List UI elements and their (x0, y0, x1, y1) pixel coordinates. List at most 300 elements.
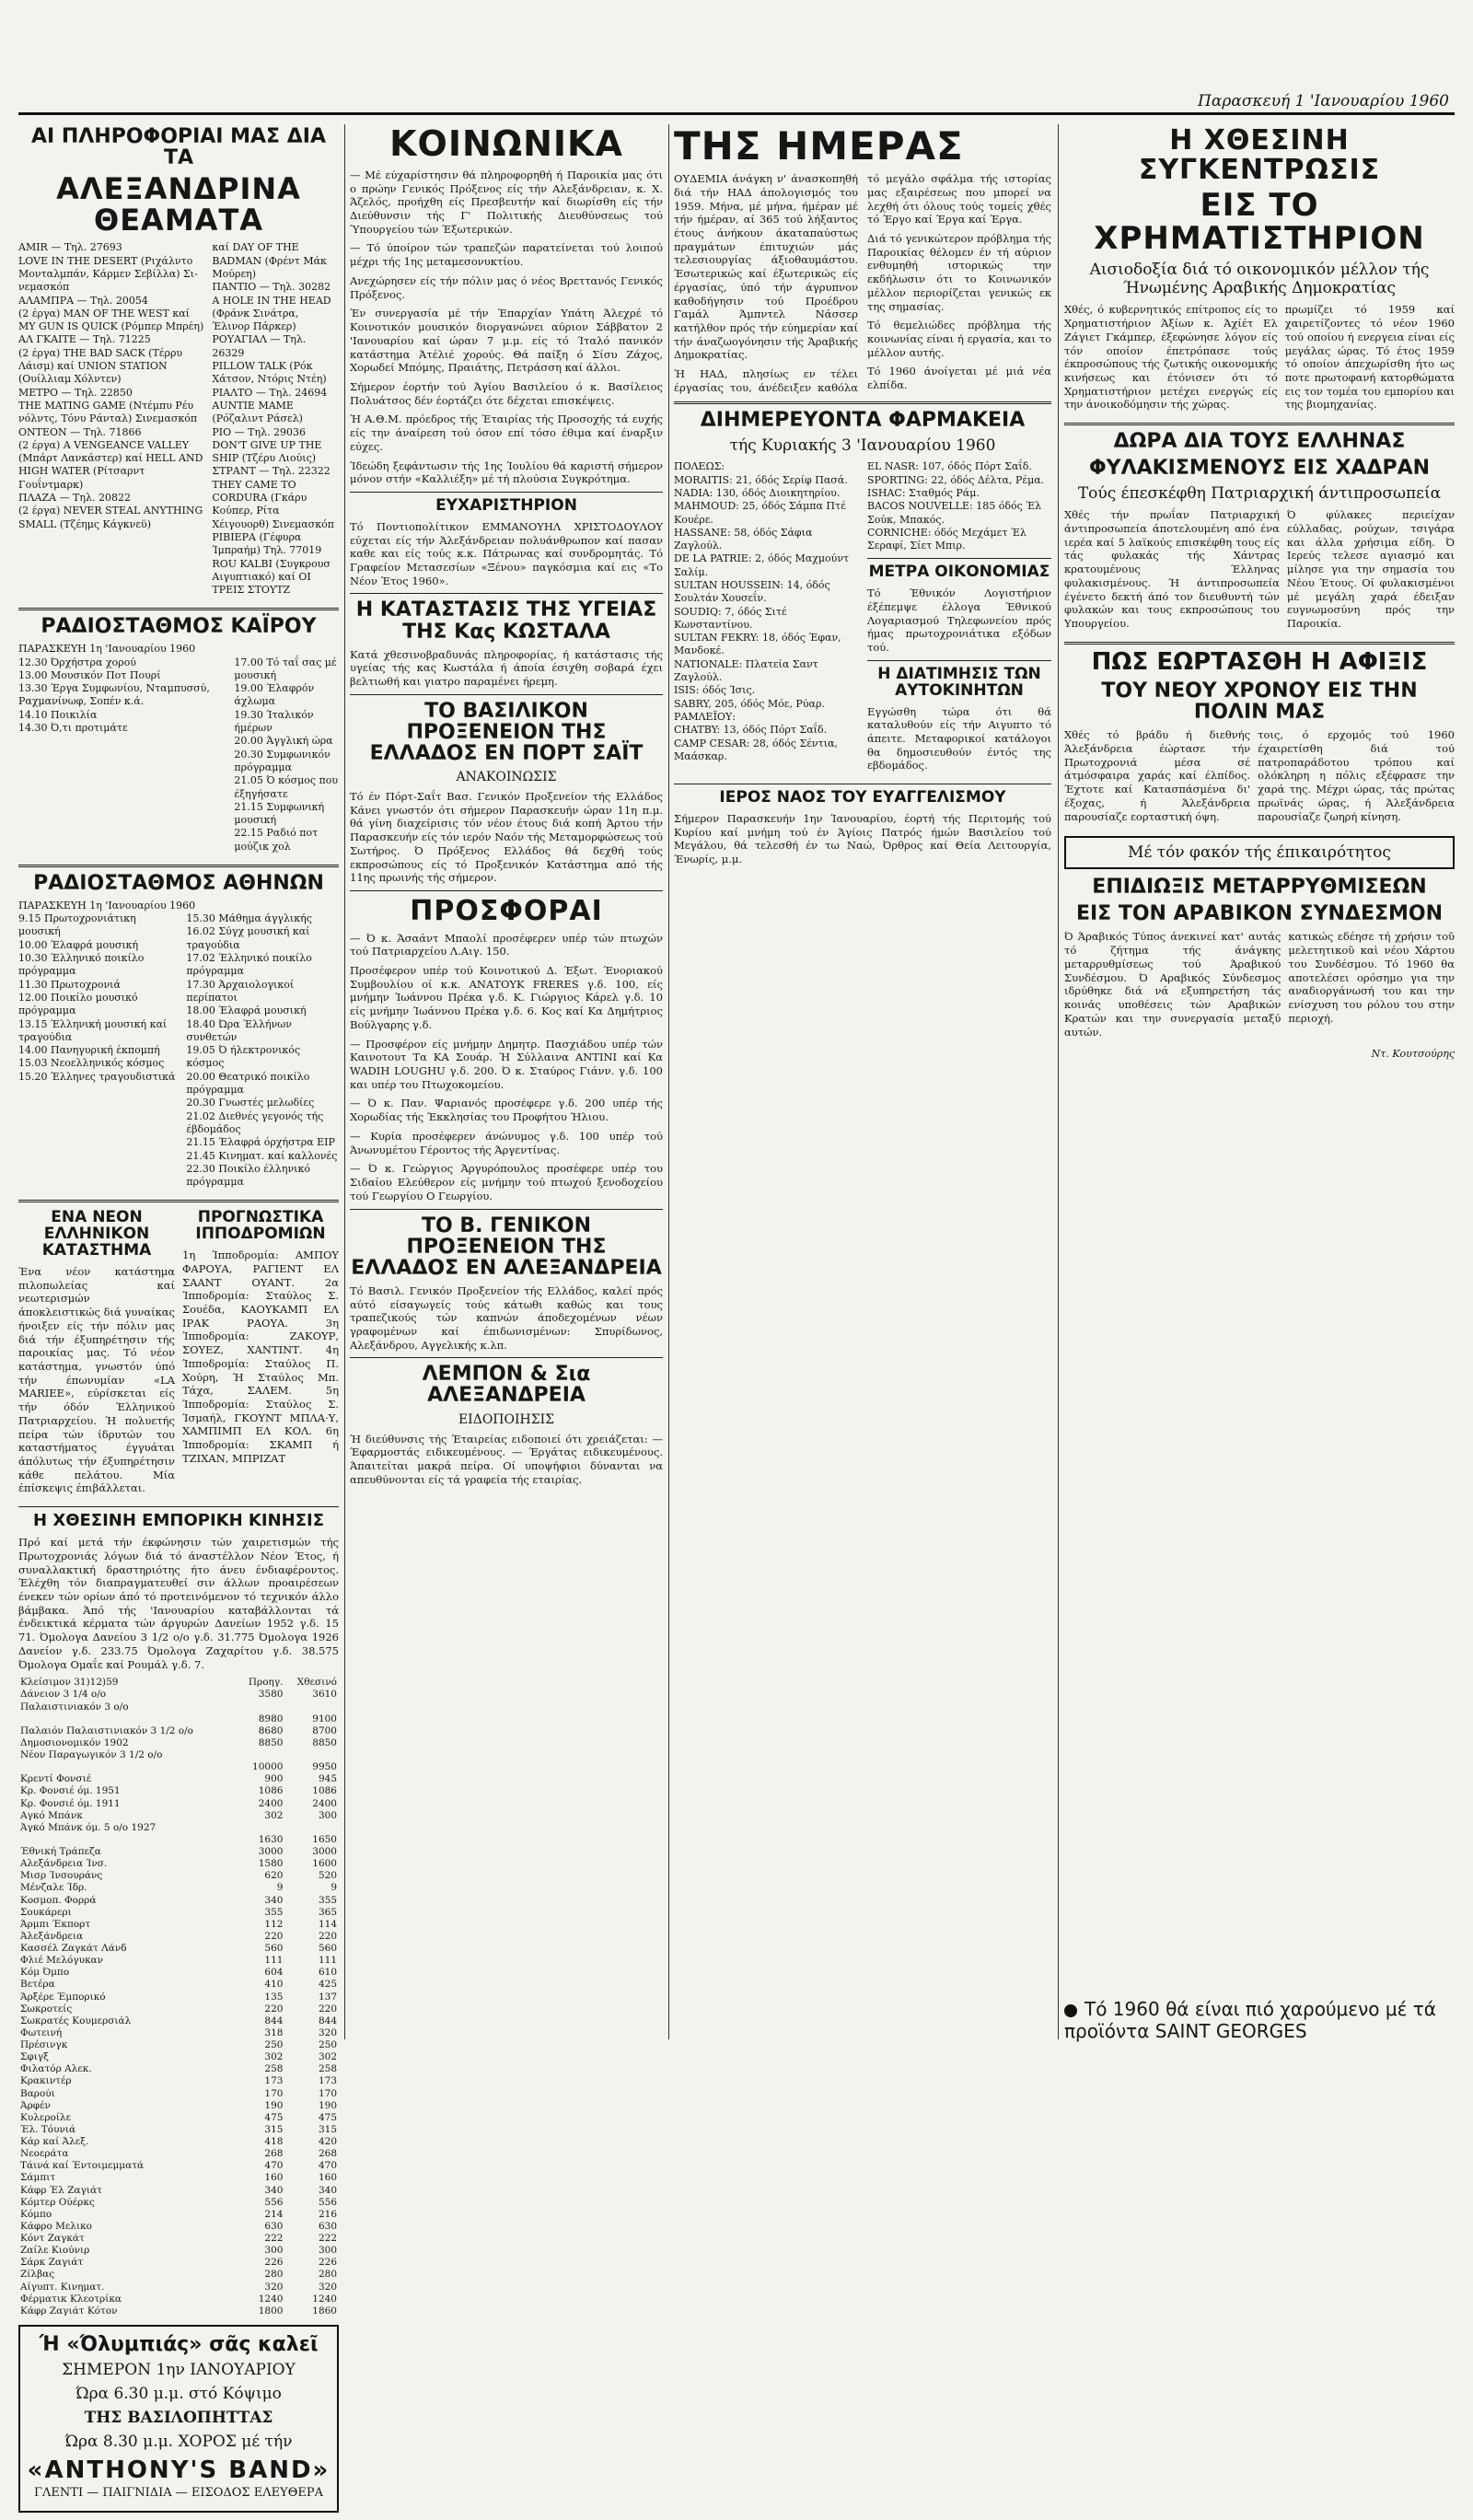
cinema-list-item: THE MATING GAME (Ντέμπυ Ρέυ νόλντς, Τόνυ Ράνταλ) Σινεμασκόπ (18, 399, 198, 425)
divider (1064, 642, 1455, 645)
arab-league-body-right: κατικώς εδέησε τή χρήσιν τοῦ μελετητικοῦ καὶ νέου Χάρτου του Συνδέσμου. Τό 1960 θα αποτελέσει ορόσημο για την αναδιοργάνωσή του και την ενίσχυση του ρόλου του στην περιοχή. (1288, 930, 1455, 1025)
stock-exchange-subhead: Αισιοδοξία διά τό οικονομικόν μέλλον τής Ήνωμένης Αραβικής Δημοκρατίας (1089, 261, 1430, 298)
table-cell (284, 1822, 339, 1834)
social-news-body (350, 168, 663, 486)
radio-program-item: 19.00 Έλαφρόν άχλωμα (234, 682, 315, 708)
newspaper-page (18, 55, 1455, 2500)
table-row (18, 1895, 339, 1907)
table-cell: 300 (318, 1809, 337, 1821)
olympias-line-3: ΤΗΣ ΒΑΣΙΛΟΠΗΤΤΑΣ (84, 2408, 273, 2427)
stock-prices-table (18, 1677, 339, 2317)
table-cell: 945 (318, 1773, 337, 1785)
social-news-paragraph: — Μέ εύχαρίστησιν θά πληροφορηθή ή Παροικία μας ότι ο πρώην Γενικός Πρόξενος είς τήν Αλεξάνδρειαν, κ. Χ. Άζελός, προήχθη είς Πρεσβευτήν καί διωρίσθη είς τήν Διεύθυνσιν τής Γ' Πολιτικής Διευθύνσεως τού Ύπουργείου τών Έξωτερικών. (350, 168, 663, 236)
table-cell: 112 (264, 1918, 284, 1930)
table-row (18, 2221, 339, 2233)
new-shop-headline: ΕΝΑ ΝΕΟΝ ΕΛΛΗΝΙΚΟΝ ΚΑΤΑΣΤΗΜΑ (41, 1208, 152, 1260)
pharmacy-item: ISIS: όδός Ίσις. (674, 684, 756, 697)
lebon-body: Ή διεύθυνσις τής Έταιρείας ειδοποιεί ότι χρειάζεται: — Έφαρμοστάς ειδικευμένους. — Έργάτας ειδικευμένους. Άπαιτείται μακρά πείρα. Οί υποψήφιοι δύνανται να απευθύνονται είς τά γραφεία τής εταιρίας. (350, 1432, 663, 1486)
table-cell: Σφιγξ (20, 2051, 49, 2063)
table-cell: Ζαίλε Κιούνιρ (20, 2245, 90, 2257)
table-cell (18, 1834, 238, 1846)
table-cell: 8700 (312, 1725, 337, 1736)
table-cell: 560 (264, 1943, 284, 1954)
race-tips-headline: ΠΡΟΓΝΩΣΤΙΚΑ ΙΠΠΟΔΡΟΜΙΩΝ (195, 1208, 326, 1244)
table-cell: 214 (264, 2208, 284, 2220)
health-body: Κατά χθεσινοβραδυνάς πληροφορίας, ή κατάστασις τής υγείας τής κας Κωστάλα ή άποία έσιχθη σοβαρά έχει βελτιωθή και γιατρο παραμένει ήρεμη. (350, 647, 663, 689)
table-cell: Φέρματικ Κλεοτρίκα (20, 2293, 122, 2305)
table-cell: Δημοσιονομικόν 1902 (20, 1736, 129, 1748)
radio-program-item: 15.20 Έλληνες τραγουδιστικά (18, 1070, 176, 1083)
donation-paragraph: — Ό κ. Γεώργιος Άργυρόπουλος προσέφερε υπέρ του Σιδαίου Ελεύθερον είς μνήμην τού πτωχού ξενοδοχείου τού Γεωργίου Ο Γεωργίου. (350, 1162, 663, 1202)
table-cell: 620 (264, 1870, 284, 1882)
table-cell: Σάρκ Ζαγιάτ (20, 2257, 84, 2269)
radio-program-item: 15.30 Μάθημα άγγλικής (186, 912, 312, 925)
table-cell: 268 (264, 2148, 284, 2160)
table-cell: Κλείσιμον 31)12)59 (20, 1677, 119, 1689)
table-cell: 1800 (258, 2305, 284, 2317)
table-cell: Σάμπιτ (20, 2172, 56, 2184)
radio-program-item: 21.05 Ό κόσμος που έξηγήσατε (234, 774, 339, 800)
radio-program-item: 20.30 Συμφωνικόν πρόγραμμα (234, 748, 331, 773)
table-row (18, 2136, 339, 2148)
table-row (18, 1773, 339, 1785)
economy-measures-body: Τό Έθνικόν Λογιστήριον έξέπεμψε έλλογα Έθνικού Λογαριασμού Τηλεφωνείου πρός ήμας πρωτοχρονιάτικα εξόδων τού. (867, 586, 1051, 655)
table-row (18, 2015, 339, 2027)
table-cell (284, 1749, 339, 1761)
table-cell: 220 (318, 1930, 337, 1942)
radio-program-item: 11.30 Πρωτοχρονιά (18, 978, 121, 991)
divider (18, 1506, 339, 1507)
pharmacy-item: CORNICHE: όδός Μεχάμετ Έλ Σεραφί, Σίετ Μπιρ. (867, 526, 1026, 552)
table-cell: Πρέσινγκ (20, 2039, 68, 2050)
table-cell: Κόντ Ζαγκάτ (20, 2233, 85, 2244)
divider (350, 1357, 663, 1358)
new-year-headline-1: ΠΩΣ ΕΩΡΤΑΣΘΗ Η ΑΦΙΞΙΣ (1091, 647, 1428, 676)
editorial-paragraph: Τό θεμελιώδες πρόβλημα τής κοινωνίας είναι ή εργασία, και το μέλλον αυτής. (867, 319, 1051, 359)
radio-program-item: 20.00 Άγγλική ώρα (234, 735, 333, 748)
table-cell: Άρξέρε Έμπορικό (20, 1991, 106, 2003)
table-cell: 475 (318, 2111, 337, 2123)
table-cell: Παλαιστινιακόν 3 ο/ο (20, 1701, 129, 1713)
table-cell: Βαρούι (20, 2087, 55, 2099)
lebon-subhead: ΕΙΔΟΠΟΙΗΣΙΣ (458, 1411, 555, 1427)
table-row (18, 1967, 339, 1979)
table-row (18, 1785, 339, 1797)
cinema-list-item: (2 έργα) MAN OF THE WEST καί MY GUN IS QUICK (Ρόμπερ Μπρέη) (18, 307, 204, 333)
table-row (18, 2160, 339, 2172)
editorial-paragraph: ΟΥΔΕΜΙΑ άνάγκη ν' άνασκοπηθή διά τήν ΗΑΔ άπολογισμός του 1959. Μήνα, μέ μήνα, ήμέραν μέ τήν ήμέραν, αί 365 τού λήξαντος έτους άνήκουν άκαταπαύστως πραγμάτων έπιτυχιών μάς τελεσιουργίας άξιοθαυμάστου. Έσωτερικώς καί έξωτερικώς είς έργασίας, ύπό τήν άγρυπνον καθοδήγησιν τού Προέδρου Γαμάλ Άμπντελ Νάσσερ κατήλθον πρός τήν εύημερίαν καί τήν άναζωογόνησιν τής Άραβικής Δημοκρατίας. (674, 172, 858, 362)
radio-program-item: 21.15 Έλαφρά όρχήστρα EIP (186, 1136, 335, 1149)
table-cell: 190 (264, 2099, 284, 2111)
stock-exchange-headline-2: ΕΙΣ ΤΟ ΧΡΗΜΑΤΙΣΤΗΡΙΟΝ (1094, 187, 1425, 257)
table-cell: 258 (264, 2063, 284, 2075)
cinema-list-item: ΑΛ ΓΚΑΙΤΕ — Τηλ. 71225 (18, 333, 151, 346)
radio-athens-date: ΠΑΡΑΣΚΕΥΗ 1η 'Ιανουαρίου 1960 (18, 900, 196, 912)
table-cell: 355 (264, 1906, 284, 1918)
table-cell: 475 (264, 2111, 284, 2123)
table-cell: 610 (318, 1967, 337, 1979)
cinema-list-item: (2 έργα) NEVER STEAL ANYTHING SMALL (Τζέημς Κάγκνεϋ) (18, 505, 203, 530)
table-cell: 418 (264, 2136, 284, 2147)
masthead (18, 92, 1455, 115)
table-cell: Σωκροτείς (20, 2003, 73, 2015)
table-row (18, 1737, 339, 1749)
table-row (18, 2039, 339, 2051)
radio-program-item: 15.03 Νεοελληνικός κόσμος (18, 1057, 165, 1070)
table-cell: 226 (318, 2257, 337, 2269)
table-cell: 10000 (252, 1761, 284, 1773)
olympias-line-1: ΣΗΜΕΡΟΝ 1ην ΙΑΝΟΥΑΡΙΟΥ (62, 2360, 296, 2379)
table-cell: 3000 (312, 1846, 337, 1857)
radio-program-item: 20.00 Θεατρικό ποικίλο πρόγραμμα (186, 1070, 310, 1097)
table-cell: 250 (264, 2039, 284, 2050)
table-row (18, 1870, 339, 1882)
table-row (18, 2172, 339, 2184)
cinema-list-item: (2 έργα) A VENGEANCE VALLEY (Μπάρτ Λανκάστερ) καί HELL AND HIGH WATER (Ρίτσαρντ Γουΐντμαρκ) (18, 438, 203, 491)
table-cell: 250 (318, 2039, 337, 2050)
table-row (18, 1931, 339, 1943)
of-the-day-headline: ΤΗΣ ΗΜΕΡΑΣ (674, 124, 964, 168)
radio-program-item: 19.30 Ίταλικόν ήμέρων (234, 708, 314, 735)
arab-league-headline-2: ΕΙΣ ΤΟΝ ΑΡΑΒΙΚΟΝ ΣΥΝΔΕΣΜΟΝ (1075, 902, 1444, 926)
divider (350, 492, 663, 493)
olympias-ad (18, 2325, 339, 2513)
cinema-list-item: AMIR — Τηλ. 27693 (18, 241, 122, 254)
table-cell: 630 (318, 2220, 337, 2232)
table-cell: Κάρ καί Άλεξ. (20, 2136, 89, 2147)
donation-paragraph: — Ό κ. Άσαάντ Μπαολί προσέφερεν υπέρ τών πτωχών τού Πατριαρχείου Λ.Αιγ. 150. (350, 931, 663, 958)
cinema-list-item: ΠΑΝΤΙΟ — Τηλ. 30282 (212, 281, 331, 294)
table-cell: Κρ. Φονσιέ όμ. 1951 (20, 1785, 121, 1797)
table-cell: 425 (318, 1979, 337, 1991)
consulate-alex-headline: ΤΟ Β. ΓΕΝΙΚΟΝ ΠΡΟΞΕΝΕΙΟΝ ΤΗΣ ΕΛΛΑΔΟΣ ΕΝ ΑΛΕΞΑΝΔΡΕΙΑ (351, 1214, 662, 1280)
divider (18, 608, 339, 610)
table-row (18, 1992, 339, 2003)
pharmacy-item: SULTAN FEKRY: 18, όδός Έφαν, Μανδοκέ. (674, 632, 841, 657)
editorial-paragraph: Ή ΗΑΔ, πλησίως εν τέλει έργασίας του, άνέδειξεν καθόλα τό μεγάλο σφάλμα τής ιστορίας μας εξαιρέσεως που μπορεί να λεχθή ότι όλους τούς τομείς χθές τό Έργο καί Έργα καί Έργα. (674, 172, 1051, 394)
commerce-body: Πρό καί μετά τήν έκφώνησιν τών χαιρετισμών τής Πρωτοχρονιάς λόγων διά τό άναστέλλον Νέον Έτος, ή συναλλακτική δραστηριότης ήτο άνευ ένδιαφέροντος. Έλέχθη τόν διαπραγματευθεί σιν άλλων προαιρέσεων ένεκεν τών ορίων άπό τό προτεινόμενον τό τεχνικόν άλλο βάμβακα. Άπό τής 'Ιανουαρίου καταβάλλονται τά ένδεικτικά κέρματα τών άργυρών Δανείων 1952 γ.δ. 15 71. Όμολογα Δανείου 3 1/2 ο/ο γ.δ. 31.775 Όμολογα 1926 Δανείον γ.δ. 233.75 Όμολογα Ζαχαρίτου γ.δ. 38.575 Όμολογα Ομαΐε καί Ρουμάλ γ.δ. 7. (18, 1536, 339, 1671)
radio-cairo-date: ΠΑΡΑΣΚΕΥΗ 1η 'Ιανουαρίου 1960 (18, 643, 196, 656)
radio-program-item: 13.00 Μουσικόν Ποτ Πουρί (18, 668, 161, 681)
table-cell: Αίγυπτ. Κινηματ. (20, 2281, 105, 2293)
topical-lens-banner (1064, 836, 1455, 869)
table-cell: 340 (318, 2184, 337, 2196)
table-cell: 300 (264, 2245, 284, 2257)
new-year-headline-2: ΤΟΥ ΝΕΟΥ ΧΡΟΝΟΥ ΕΙΣ ΤΗΝ ΠΟΛΙΝ ΜΑΣ (1101, 679, 1418, 725)
table-row (18, 2209, 339, 2221)
table-cell: 111 (264, 1955, 284, 1967)
cinema-list-item: ΡΙΑΛΤΟ — Τηλ. 24694 (212, 386, 328, 399)
radio-program-item: 16.02 Σύγχ μουσική καί τραγούδια (186, 925, 310, 951)
cinema-list-item: ΡΙΟ — Τηλ. 29036 (212, 425, 307, 438)
cinema-list-item: LOVE IN THE DESERT (Ριχάλντο Μονταλμπάν, Κάρμεν Σεβίλλα) Σι-νεμασκόπ (18, 254, 198, 294)
table-row (18, 2257, 339, 2269)
pharmacy-item: SPORTING: 22, όδός Δέλτα, Ρέμα. (867, 473, 1045, 486)
table-cell: 844 (264, 2015, 284, 2026)
table-row (18, 1822, 339, 1834)
divider (350, 694, 663, 695)
table-cell: Σουκάρερι (20, 1906, 72, 1918)
table-cell (284, 1701, 339, 1713)
cinema-list-item: ROU KALBI (Συγκρουσ Αιγυπτιακό) καί ΟΙ ΤΡΕΙΣ ΣΤΟΥΤΖ (212, 557, 331, 597)
table-cell: Άρμπι Έκπορτ (20, 1918, 91, 1930)
donations-headline: ΠΡΟΣΦΟΡΑΙ (410, 895, 603, 928)
table-cell: Κόμ Όμπο (20, 1967, 70, 1979)
table-row (18, 2075, 339, 2087)
table-cell: 135 (264, 1991, 284, 2003)
table-cell: 173 (318, 2075, 337, 2087)
table-cell: 340 (264, 1894, 284, 1906)
table-cell: Δάνειον 3 1/4 ο/ο (20, 1689, 107, 1701)
table-row (18, 2124, 339, 2136)
table-cell: 320 (318, 2026, 337, 2038)
pharmacy-item: SOUDIQ: 7, όδός Σιτέ Κωνσταντίνου. (674, 605, 787, 631)
cinema-list-item: ΠΛΑΖΑ — Τηλ. 20822 (18, 492, 131, 505)
pharmacy-item: BACOS NOUVELLE: 185 όδός Έλ Σούκ, Μπακός. (867, 500, 1042, 526)
cinema-list-item: AUNTIE MAME (Ρόζαλιντ Ράσελ) (212, 399, 303, 425)
pharmacy-item: SULTAN HOUSSEIN: 14, όδός Σουλτάν Χουσεΐν. (674, 579, 830, 605)
pharmacy-item: EL NASR: 107, όδός Πόρτ Σαΐδ. (867, 460, 1032, 473)
table-cell: Κόμπο (20, 2208, 52, 2220)
editorial-paragraph: Τό 1960 άνοίγεται μέ μιά νέα ελπίδα. (867, 365, 1051, 392)
cinema-list-right (212, 241, 339, 597)
table-cell: 8980 (258, 1713, 284, 1725)
table-cell: Κρακιντέρ (20, 2075, 72, 2087)
table-cell: 470 (318, 2160, 337, 2172)
table-cell: 220 (318, 2003, 337, 2015)
table-cell: 315 (264, 2123, 284, 2135)
radio-athens-list-right (186, 912, 339, 1189)
olympias-band-name: «ANTHONY'S BAND» (27, 2456, 331, 2484)
table-cell: 9950 (312, 1761, 337, 1773)
arab-league-body-left: Ό Άραβικός Τύπος άνεκινεί κατ' αυτάς τό ζήτημα τής άνάγκης μεταρρυθμίσεως τού Άραβικού Συνδέσμου. Ό Αραβικός Σύνδεσμος ιδρύθηκε διά νά εξυπηρετήση τάς κοινάς υποθέσεις τών Αραβικών Κρατών και την συνεργασία μεταξύ αυτών. (1064, 930, 1282, 1039)
table-cell: 220 (264, 1930, 284, 1942)
cinema-list-left (18, 241, 204, 597)
cinema-list-item: ΣΤΡΑΝΤ — Τηλ. 22322 (212, 465, 331, 478)
shop-and-races (18, 1208, 339, 1501)
pharmacy-item: HASSANE: 58, όδός Σάφια Ζαγλούλ. (674, 526, 813, 552)
table-row (18, 1979, 339, 1991)
table-cell (238, 1701, 285, 1713)
table-cell: Κρ. Φονσιέ όμ. 1911 (20, 1797, 121, 1809)
new-year-article (1064, 728, 1455, 829)
table-row (18, 1858, 339, 1870)
pharmacy-item: MORAITIS: 21, όδός Σερίφ Πασά. (674, 473, 848, 486)
church-body: Σήμερον Παρασκευήν 1ην Ίανουαρίου, έορτή τής Περιτομής τού Κυρίου καί μνήμη τού έν Άγίοις Πατρός ήμών Βασιλείου τού Μεγάλου, θά τελεσθή έν τω Ναώ, Όρθρος καί Θεία Λειτουργία, Ένωρίς, μ.μ. (674, 811, 1051, 866)
table-cell: 410 (264, 1979, 284, 1991)
table-cell: 900 (264, 1773, 284, 1785)
table-cell: 340 (264, 2184, 284, 2196)
table-cell: 160 (318, 2172, 337, 2184)
stock-exchange-body-right: πρωμίζει τό 1959 καί χαιρετίζοντες τό νέον 1960 τού οποίου ή ενεργεια είναι είς μεγάλας ώρας. Τό έτος 1959 τό οποίον άπεχωρίσθη ήτο ως ποτε πρωτοφανή κατορθώματα εις τον τομέα του εμπορίου και της βιομηχανίας. (1284, 303, 1455, 412)
table-row (18, 1749, 339, 1761)
table-row (18, 1943, 339, 1955)
radio-program-item: 18.40 Ώρα Έλλήνων συνθετών (186, 1017, 292, 1043)
cinema-headline-2: ΑΛΕΞΑΝΔΡΙΝΑ ΘΕΑΜΑΤΑ (56, 171, 301, 238)
table-cell: Μισρ Ίνσουράνς (20, 1870, 103, 1882)
cinema-list-item: ΑΛΑΜΠΡΑ — Τηλ. 20054 (18, 294, 148, 307)
table-row (18, 2294, 339, 2305)
table-cell: Κόμτερ Ούέρκς (20, 2196, 95, 2208)
radio-athens-schedule (18, 912, 339, 1194)
table-cell: 560 (318, 1943, 337, 1954)
table-cell: Βετέρα (20, 1979, 55, 1991)
table-row (18, 1846, 339, 1858)
radio-cairo-list-right (234, 656, 339, 854)
radio-program-item: 10.30 Έλληνικό ποικίλο πρόγραμμα (18, 952, 145, 978)
table-cell: 355 (318, 1894, 337, 1906)
radio-program-item: 17.00 Τό ταΐ σας μέ μουσική (234, 656, 337, 681)
table-cell: 2400 (258, 1797, 284, 1809)
table-cell: 365 (318, 1906, 337, 1918)
olympias-line-2: Ώρα 6.30 μ.μ. στό Κόψιμο (75, 2384, 282, 2403)
issue-date: Παρασκευή 1 'Ιανουαρίου 1960 (1198, 92, 1449, 110)
cinema-list-item: DON'T GIVE UP THE SHIP (Τζέρυ Λιούις) (212, 438, 322, 465)
column-4 (1064, 124, 1455, 1060)
column-rule (344, 124, 345, 2039)
olympias-footer: ΓΛΕΝΤΙ — ΠΑΙΓΝΙΔΙΑ — ΕΙΣΟΔΟΣ ΕΛΕΥΘΕΡΑ (34, 2485, 323, 2500)
table-cell: 160 (264, 2172, 284, 2184)
table-row (18, 2003, 339, 2015)
thanks-body: Τό Ποντιοπολίτικον ΕΜΜΑΝΟΥΗΛ ΧΡΙΣΤΟΔΟΥΛΟΥ εύχεται είς τήν Άλεξάνδρειαν πολυάνθρωπον καί πασαν καθε και είς τούς κ.κ. Πάτρωνας καί συνδρομητάς. Τό Γραφείον Μετασεσίων «Ξένου» παγκόσμια καί εις «Το Νέον Έτος 1960». (350, 519, 663, 587)
donation-paragraph: Προσέφερον υπέρ τού Κοινοτικού Δ. Έξωτ. Ένοριακού Συμβουλίου οί κ.κ. ΑΝΑΤΟΥΚ FRERES γ.δ. 100, είς μνήμην Ίωάννου Πρέκα γ.δ. Κ. Γιώργιος Κάρελ γ.δ. 10 είς μνήμην Ίωάννου Πρέκα γ.δ. 6. Κος καί Κα Δημήτριος Βούλγαρης γ.δ. (350, 964, 663, 1031)
table-row (18, 2051, 339, 2063)
consulate-portsaid-body: Τό έν Πόρτ-Σαΐτ Βασ. Γενικόν Προξενείον τής Ελλάδος Κάνει γνωστόν ότι σήμερον Παρασκευήν ώραν 11η π.μ. θά γίνη διαχείρισις τόν νέον έτους διά κοπή Άρτου τήν Παρασκευήν είς τόν ιερόν Ναόν τής Μεταμορφώσεως τού Σωτήρος. Ό Πρόξενος Ελλάδος θά δεχθή τούς εκπροσώπους είς τό Προξενικόν Κατάστημα από τής 11ης πρωινής τής σήμερον. (350, 790, 663, 885)
table-cell: 226 (264, 2257, 284, 2269)
arab-league-headline-1: ΕΠΙΔΙΩΞΙΣ ΜΕΤΑΡΡΥΘΜΙΣΕΩΝ (1092, 876, 1427, 900)
donation-paragraph: — Ό κ. Παν. Ψαριανός προσέφερε γ.δ. 200 υπέρ τής Χορωδίας τής Έκκλησίας του Προφήτου Ήλιου. (350, 1097, 663, 1124)
arab-league-article (1064, 930, 1455, 1044)
gifts-subhead: Τούς έπεσκέφθη Πατριαρχική άντιπροσωπεία (1077, 484, 1442, 504)
table-cell: 280 (264, 2269, 284, 2281)
table-row (18, 2197, 339, 2209)
table-row (18, 2027, 339, 2039)
table-row (18, 1919, 339, 1931)
table-cell: 1580 (258, 1858, 284, 1870)
cinema-listing (18, 241, 339, 602)
table-cell: Άρφέν (20, 2099, 51, 2111)
cinema-list-item: (2 έργα) THE BAD SACK (Τέρρυ Λάισμ) καί UNION STATION (Ουίλλιαμ Χόλντεν) (18, 346, 183, 386)
divider (18, 1200, 339, 1202)
table-cell: Κασσέλ Ζαγκάτ Λάνδ (20, 1943, 127, 1954)
olympias-ad-headline: Ή «Όλυμπιάς» σᾶς καλεῖ (39, 2332, 319, 2356)
radio-program-item: 17.30 Άρχαιολογικοί περίπατοι (186, 978, 295, 1004)
radio-cairo-schedule (18, 656, 339, 859)
new-year-body-right: τοις, ό ερχομός τού 1960 έχαιρετίσθη διά τού πατροπαράδοτου τρόπου καί ολόκληρη η πόλις εξέφρασε την χαρά της. Μέχρι ώρας, τάς πρώτας πρωϊνάς ώρας, ή Άλεξάνδρεια παρουσίαζε ζωηρή κίνηση. (1258, 728, 1455, 823)
table-row (18, 1955, 339, 1967)
new-shop-article (18, 1208, 175, 1501)
gifts-body-left: Χθές τήν πρωΐαν Πατριαρχική άντιπροσωπεία άποτελουμένη από ένα ιερέα καί 5 λαϊκούς επισκέφθη τους είς τάς φυλακάς τής Χάντρας κρατουμένους Έλληνας φυλακισμένους. Ή άντιπροσωπεία έγένετο δεκτή άπό τον διευθυντή τών φυλακών και τους εκπροσώπους του Υπουργείου. (1064, 508, 1280, 631)
cinema-list-item: ΜΕΤΡΟ — Τηλ. 22850 (18, 386, 133, 399)
table-cell: 280 (318, 2269, 337, 2281)
radio-program-item: 12.30 Όρχήστρα χορού (18, 656, 136, 668)
table-cell: Φλιέ Μελόγυκαν (20, 1955, 104, 1967)
table-cell: Παλαιόν Παλαιστινιακόν 3 1/2 ο/ο (20, 1725, 193, 1736)
table-cell: 1630 (258, 1833, 284, 1845)
radio-program-item: 21.45 Κινηματ. καί καλλονές (186, 1149, 338, 1162)
table-cell: Κρεντί Φονσιέ (20, 1773, 92, 1785)
table-cell: 630 (264, 2220, 284, 2232)
radio-program-item: 12.00 Ποικίλο μουσικό πρόγραμμα (18, 991, 138, 1017)
column-1 (18, 124, 339, 2520)
table-row (18, 2245, 339, 2257)
donation-paragraph: — Κυρία προσέφερεν άνώνυμος γ.δ. 100 υπέρ τού Άνωνυμέτου Γέροντος τής Άργεντίνας. (350, 1129, 663, 1156)
table-row (18, 1798, 339, 1810)
table-cell: Κυλεροίλε (20, 2111, 72, 2123)
table-cell: 3610 (312, 1689, 337, 1701)
pharmacy-item: NATIONALE: Πλατεία Σαντ Ζαγλούλ. (674, 657, 818, 684)
table-row (18, 1907, 339, 1919)
table-cell: 222 (264, 2233, 284, 2244)
table-cell: 8850 (258, 1736, 284, 1748)
table-cell: 170 (318, 2087, 337, 2099)
table-row (18, 2269, 339, 2281)
pharmacy-item: NADIA: 130, όδός Διοικητηρίου. (674, 486, 841, 499)
table-row (18, 1677, 339, 1689)
cinema-list-item: καί DAY OF THE BADMAN (Φρέντ Μάκ Μούρεη) (212, 241, 327, 280)
lebon-headline: ΛΕΜΠΟΝ & Σια ΑΛΕΞΑΝΔΡΕΙΑ (422, 1363, 591, 1408)
economy-measures-headline: ΜΕΤΡΑ ΟΙΚΟΝΟΜΙΑΣ (868, 563, 1050, 582)
bullet-icon (1064, 2004, 1077, 2017)
table-cell: 216 (318, 2208, 337, 2220)
social-news-paragraph: Ή Α.Θ.Μ. πρόεδρος τής Έταιρίας τής Προσοχής τά ευχής είς την άναίρεση τού όσον επί τόσο έθιμα καί έναρξιν εύχες. (350, 412, 663, 453)
radio-program-item: 13.30 Έργα Συμφωνίου, Νταμπυσσύ, Ραχμανίνωφ, Σοπέν κ.ά. (18, 682, 210, 708)
table-cell: 9100 (312, 1713, 337, 1725)
column-2 (350, 124, 663, 1492)
divider (674, 401, 1051, 404)
radio-program-item: 19.05 Ό ήλεκτρονικός κόσμος (186, 1044, 301, 1070)
table-cell: 220 (264, 2003, 284, 2015)
table-row (18, 2148, 339, 2160)
table-cell (238, 1822, 285, 1834)
topical-lens-title: Μέ τόν φακόν τής έπικαιρότητος (1128, 843, 1391, 863)
table-row (18, 2282, 339, 2294)
social-news-paragraph: Ανεχώρησεν είς τήν πόλιν μας ό νέος Βρεττανός Γενικός Πρόξενος. (350, 273, 663, 301)
table-cell: 420 (318, 2136, 337, 2147)
radio-program-item: 18.00 Έλαφρά μουσική (186, 1005, 307, 1017)
table-cell: 9 (331, 1882, 337, 1894)
table-cell: 3580 (258, 1689, 284, 1701)
table-cell: Κάφρ Έλ Ζαγιάτ (20, 2184, 102, 2196)
gifts-body-right: Ό φύλακες περιείχαν εύλλαδας, ρούχων, τσιγάρα και άλλα χρήσιμα είδη. Ό Ιερεύς τελεσε αγιασμό και μίλησε για την σημασία του Νέου Έτους. Οί φυλακισμένοι μέ μεγάλη χαρά έδειξαν ευγνωμοσύνη πρός την Παροικία. (1286, 508, 1455, 631)
divider (867, 660, 1051, 661)
table-cell: 1240 (312, 2293, 337, 2305)
pharmacy-item: CHATBY: 13, όδός Πόρτ Σαΐδ. (674, 724, 828, 737)
cinema-list-item: A HOLE IN THE HEAD (Φράνκ Σινάτρα, Έλινορ Πάρκερ) (212, 294, 331, 333)
social-news-paragraph: Σήμερον έορτήν τού Άγίου Βασιλείου ό κ. Βασίλειος Πολυάτσος δέν έορτάζει ότε δέχεται επισκέψεις. (350, 379, 663, 407)
table-cell: 111 (318, 1955, 337, 1967)
divider (350, 1209, 663, 1210)
stock-exchange-body-left: Χθές, ό κυβερνητικός επίτροπος είς το Χρηματιστήριον Άξίων κ. Άχίέτ Ελ Ζάγιετ Γκάμπερ, έξεφώνησε λόγον είς τόν οποίον έπετρόπασε τούς έκπροσώπους τής ζωτικής οικονομικής κινήσεως και έτόνισεν ότι τό Χρηματιστήριον μετέχει ενεργώς είς την άνοικοδόμησιν τής χώρας. (1064, 303, 1278, 412)
table-cell: 258 (318, 2063, 337, 2075)
table-cell: 556 (318, 2196, 337, 2208)
gifts-article (1064, 508, 1455, 635)
car-prices-headline: Η ΔΙΑΤΙΜΗΣΙΣ ΤΩΝ ΑΥΤΟΚΙΝΗΤΩΝ (877, 664, 1041, 700)
table-cell: Κοσμοπ. Φορρά (20, 1894, 97, 1906)
author-signature: Ντ. Κουτσούρης (1371, 1048, 1455, 1061)
table-cell: 2400 (312, 1797, 337, 1809)
table-cell: 520 (318, 1870, 337, 1882)
radio-program-item: 14.10 Ποικιλία (18, 708, 98, 721)
cinema-list-item: ΟΝΤΕΟΝ — Τηλ. 71866 (18, 425, 142, 438)
social-news-paragraph: — Τό ύποίρον τών τραπεζών παρατείνεται τού λοιπού μέχρι τής 1ης μεταμεσονυκτίου. (350, 241, 663, 269)
table-row (18, 1882, 339, 1894)
table-cell: Τάινά καί Έντοιμεμματά (20, 2160, 145, 2172)
commerce-headline: Η ΧΘΕΣΙΝΗ ΕΜΠΟΡΙΚΗ ΚΙΝΗΣΙΣ (32, 1511, 324, 1531)
health-headline: Η ΚΑΤΑΣΤΑΣΙΣ ΤΗΣ ΥΓΕΙΑΣ ΤΗΣ Κας ΚΩΣΤΑΛΑ (355, 598, 657, 644)
table-row (18, 2112, 339, 2124)
table-cell: 170 (264, 2087, 284, 2099)
